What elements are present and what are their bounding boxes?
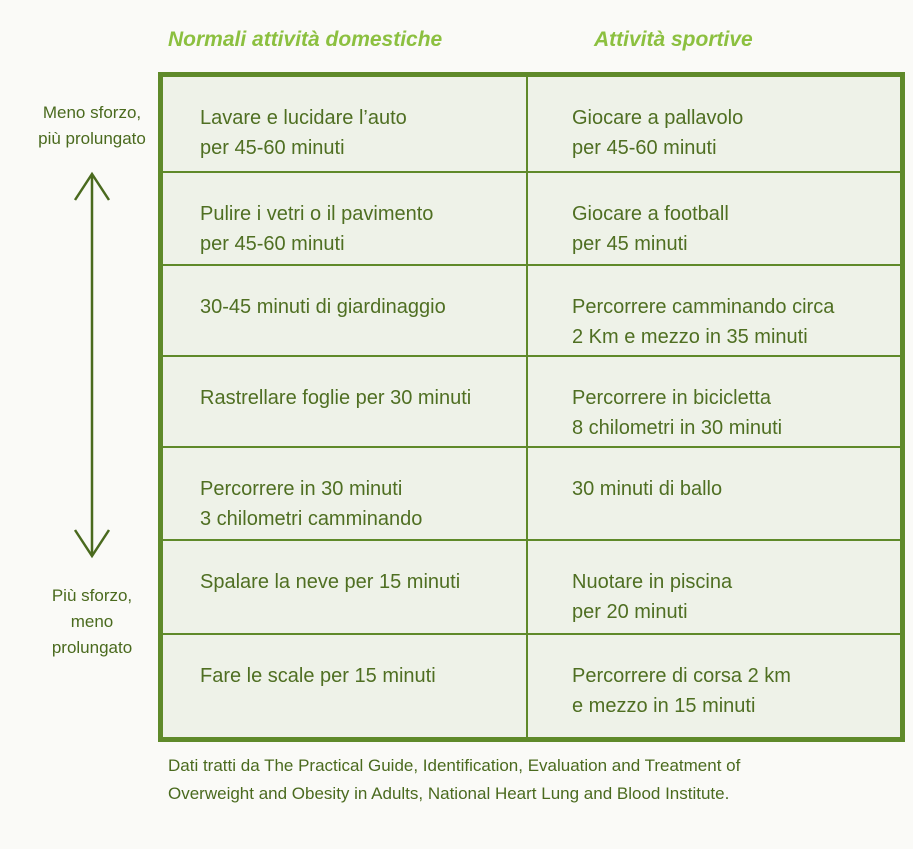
source-footnote: Dati tratti da The Practical Guide, Identification, Evaluation and Treatment of Overweight and Obesity in Adults, National Heart Lung and Blood Institute. bbox=[168, 756, 741, 803]
double-vertical-arrow-icon bbox=[72, 170, 112, 560]
column-header-domestic: Normali attività domestiche bbox=[168, 28, 443, 51]
scale-label-more-effort bbox=[22, 583, 162, 661]
scale-label-less-effort bbox=[22, 100, 162, 152]
sport-cell: Percorrere camminando circa 2 Km e mezzo in 35 minuti bbox=[528, 266, 900, 357]
sport-cell: Percorrere di corsa 2 km e mezzo in 15 minuti bbox=[572, 665, 791, 717]
domestic-cell: 30-45 minuti di giardinaggio bbox=[163, 266, 528, 357]
domestic-cell: Rastrellare foglie per 30 minuti bbox=[163, 357, 528, 448]
scale-bottom-text: Più sforzo, meno prolungato bbox=[51, 586, 133, 657]
sport-cell: Giocare a pallavolo per 45-60 minuti bbox=[528, 77, 900, 173]
sport-cell: Percorrere in bicicletta 8 chilometri in 30 minuti bbox=[528, 357, 900, 448]
domestic-cell: Lavare e lucidare l’auto per 45-60 minuti bbox=[163, 77, 528, 173]
column-header-sport: Attività sportive bbox=[594, 28, 753, 51]
domestic-cell: Pulire i vetri o il pavimento per 45-60 minuti bbox=[163, 173, 528, 266]
domestic-cell: Spalare la neve per 15 minuti bbox=[163, 541, 528, 635]
domestic-cell: Fare le scale per 15 minuti bbox=[163, 635, 528, 737]
sport-cell: Giocare a football per 45 minuti bbox=[528, 173, 900, 266]
sport-cell: Nuotare in piscina per 20 minuti bbox=[528, 541, 900, 635]
scale-top-text: Meno sforzo, più prolungato bbox=[38, 103, 146, 148]
sport-cell: 30 minuti di ballo bbox=[528, 448, 900, 541]
activity-table bbox=[158, 72, 905, 742]
domestic-cell: Percorrere in 30 minuti 3 chilometri camminando bbox=[163, 448, 528, 541]
